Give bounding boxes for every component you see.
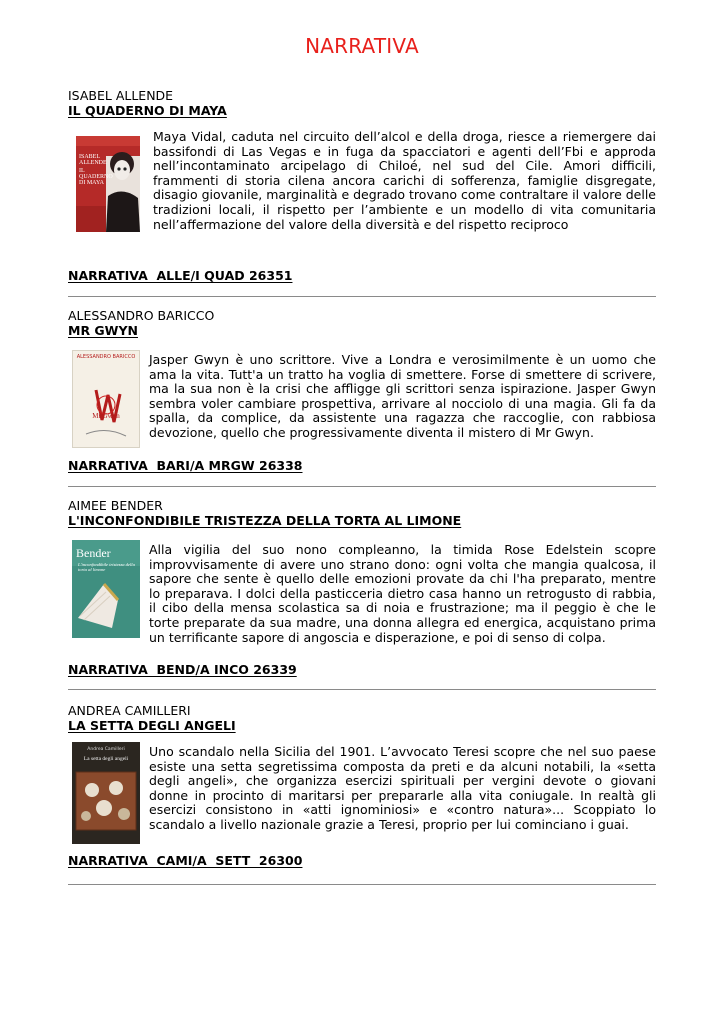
book-author: ALESSANDRO BARICCO	[68, 308, 215, 323]
book-shelfmark: NARRATIVA BARI/A MRGW 26338	[68, 458, 303, 473]
divider	[68, 884, 656, 885]
cover-author-text: ALESSANDRO BARICCO	[76, 354, 136, 360]
cover-author-text: Andrea Camilleri	[87, 747, 125, 752]
book-shelfmark: NARRATIVA ALLE/I QUAD 26351	[68, 268, 293, 283]
divider	[68, 296, 656, 297]
divider	[68, 689, 656, 690]
book-author: ISABEL ALLENDE	[68, 88, 174, 103]
book-entry	[68, 308, 656, 488]
book-shelfmark: NARRATIVA BEND/A INCO 26339	[68, 662, 297, 677]
divider	[68, 486, 656, 487]
book-entry	[68, 498, 656, 694]
book-description: Uno scandalo nella Sicilia del 1901. L’avvocato Teresi scopre che nel suo paese esiste una setta segretissima composta da preti e da alcuni notabili, la «setta degli angeli», che organizza esercizi spirituali per vergini devote o giovani donne in procinto di maritarsi per prepararle alla vita coniugale. In realtà gli esercizi consistono in «atti ignominiosi» e «contro natura»... Scoppiato lo scandalo a livello nazionale grazie a Teresi, proprio per lui cominciano i guai.	[149, 744, 656, 832]
book-author: AIMEE BENDER	[68, 498, 163, 513]
book-entry	[68, 88, 656, 298]
book-description: Jasper Gwyn è uno scrittore. Vive a Londra e verosimilmente è un uomo che ama la vita. Tutt'a un tratto ha voglia di smettere. Forse di smettere di scrivere, ma la sua non è la crisi che affligge gli scrittori senza ispirazione. Jasper Gwyn sembra voler cambiare prospettiva, arrivare al nocciolo di una magia. Gli fa da spalla, da complice, da assistente una ragazza che raccoglie, con rabbiosa devozione, quello che progressivamente diventa il mistero di Mr Gwyn.	[149, 352, 656, 440]
page-title: NARRATIVA	[305, 34, 419, 58]
book-shelfmark: NARRATIVA CAMI/A SETT 26300	[68, 853, 303, 868]
cover-title-text: L'inconfondibile tristezza della torta al limone	[78, 562, 135, 573]
cover-title-text: IL QUADERNO DI MAYA	[79, 168, 113, 186]
book-title: LA SETTA DEGLI ANGELI	[68, 718, 236, 733]
cover-title-text: Mr Gwyn	[92, 412, 120, 420]
book-cover-image	[72, 540, 140, 638]
book-author: ANDREA CAMILLERI	[68, 703, 191, 718]
cover-title-text: La setta degli angeli	[83, 756, 129, 762]
book-cover-image	[76, 136, 140, 232]
book-cover-image	[72, 742, 140, 844]
book-cover-image	[72, 350, 140, 448]
book-title: IL QUADERNO DI MAYA	[68, 103, 227, 118]
book-entry	[68, 703, 656, 889]
book-description: Alla vigilia del suo nono compleanno, la timida Rose Edelstein scopre improvvisamente di avere uno strano dono: ogni volta che mangia qualcosa, il sapore che sente è quello delle emozioni provate da chi l'ha preparato, mentre lo preparava. I dolci della pasticceria dietro casa hanno un retrogusto di rabbia, il cibo della mensa scolastica sa di noia e frustrazione; ma il peggio è che le torte preparate da sua madre, una donna allegra ed energica, acquistano prima un terrificante sapore di angoscia e disperazione, e poi di senso di colpa.	[149, 542, 656, 645]
book-description: Maya Vidal, caduta nel circuito dell’alcol e della droga, riesce a riemergere dai bassifondi di Las Vegas e in fuga da spacciatori e agenti dell’Fbi e approda nell’incontaminato arcipelago di Chiloé, nel sud del Cile. Amori difficili, frammenti di storia cilena ancora carichi di sofferenza, famiglie disgregate, disagio giovanile, marginalità e degrado trovano come contraltare il valore delle tradizioni locali, il rispetto per l’ambiente e un modello di vita comunitaria nell’affermazione del valore della diversità e del rispetto reciproco	[153, 129, 656, 232]
cover-author-text: ISABEL ALLENDE	[79, 154, 107, 166]
book-title: MR GWYN	[68, 323, 138, 338]
cover-author-text: Bender	[76, 546, 111, 560]
book-title: L'INCONFONDIBILE TRISTEZZA DELLA TORTA AL LIMONE	[68, 513, 462, 528]
